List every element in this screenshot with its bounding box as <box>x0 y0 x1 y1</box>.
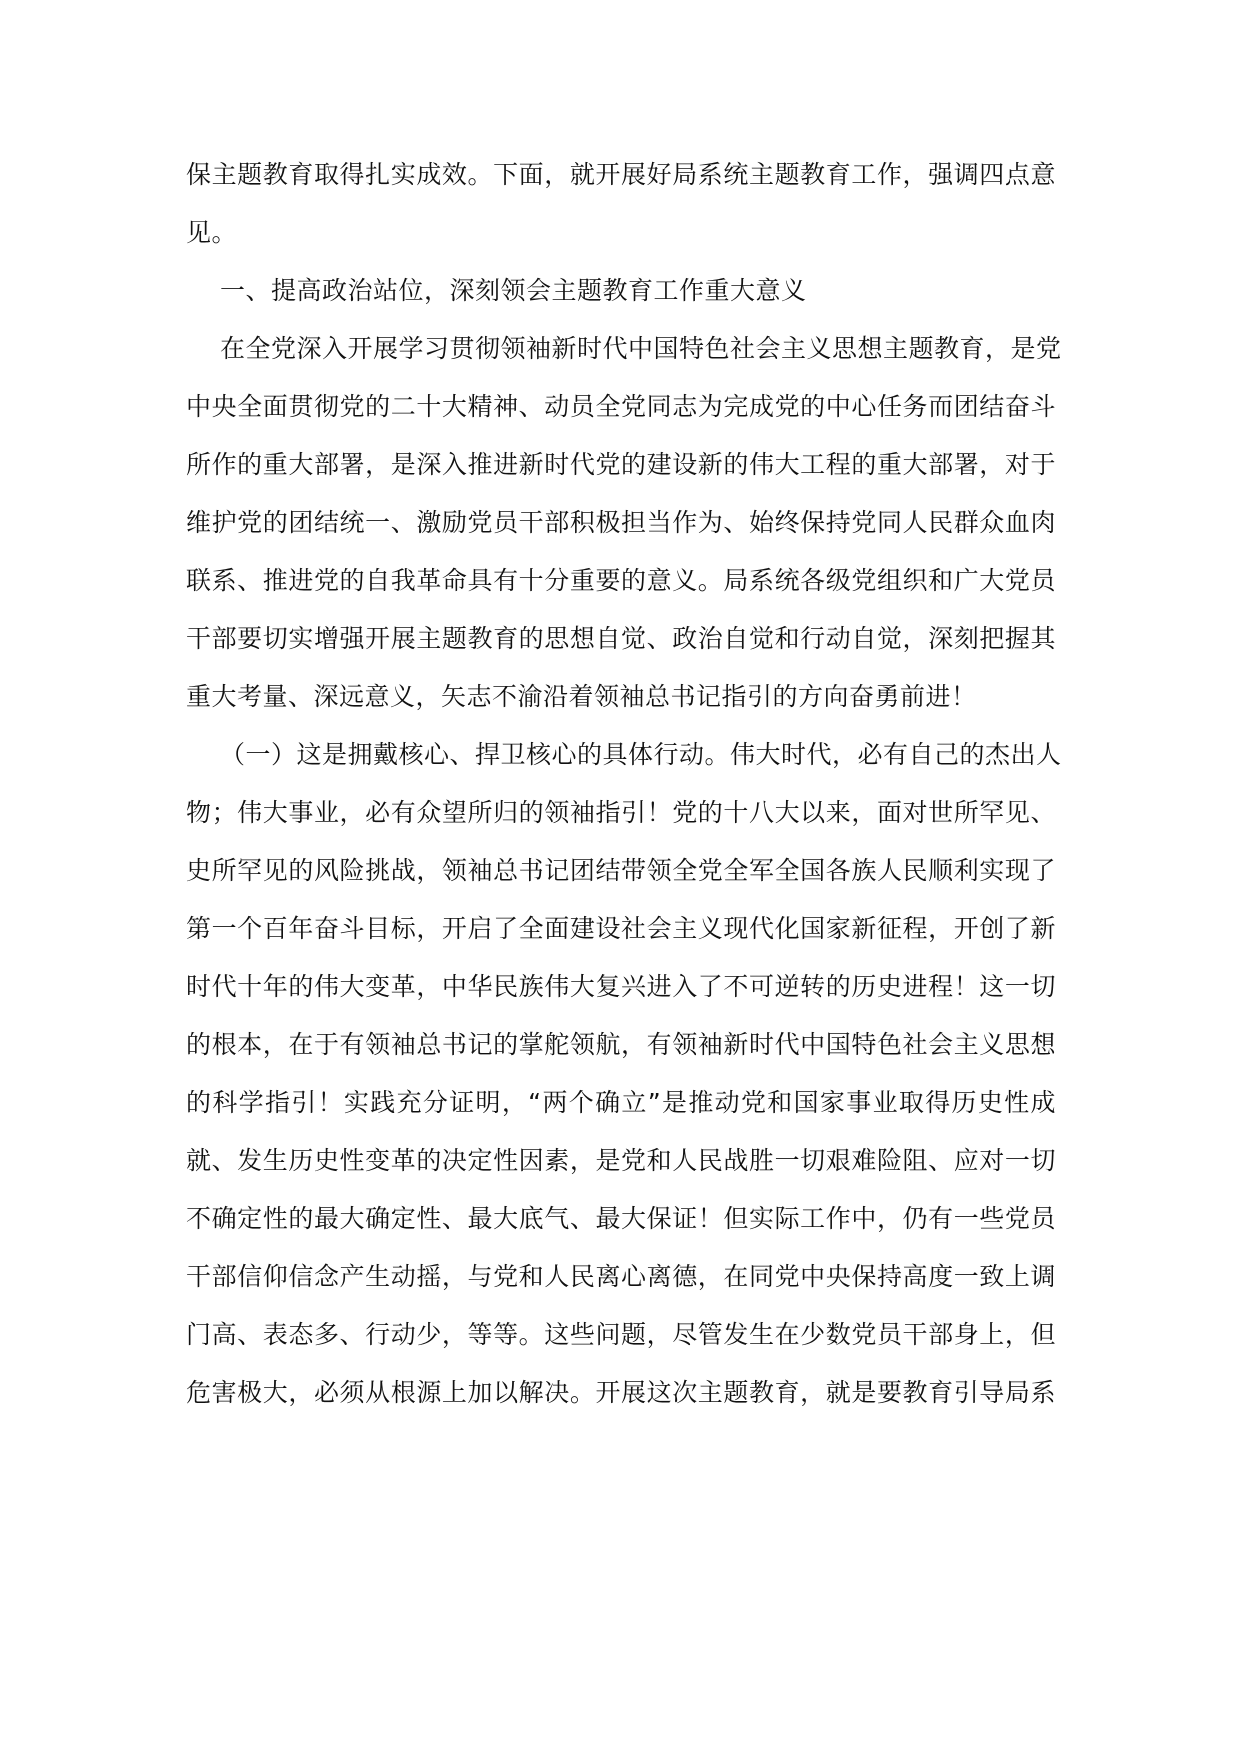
text-line: 干部信仰信念产生动摇，与党和人民离心离德，在同党中央保持高度一致上调 <box>186 1262 1056 1291</box>
text-line: 时代十年的伟大变革，中华民族伟大复兴进入了不可逆转的历史进程！这一切 <box>186 972 1056 1001</box>
text-line: 重大考量、深远意义，矢志不渝沿着领袖总书记指引的方向奋勇前进！ <box>186 682 977 711</box>
text-line: 的根本，在于有领袖总书记的掌舵领航，有领袖新时代中国特色社会主义思想 <box>186 1030 1056 1059</box>
text-line: 门高、表态多、行动少，等等。这些问题，尽管发生在少数党员干部身上，但 <box>186 1320 1056 1349</box>
text-line: 就、发生历史性变革的决定性因素，是党和人民战胜一切艰难险阻、应对一切 <box>186 1146 1056 1175</box>
text-line: （一）这是拥戴核心、捍卫核心的具体行动。伟大时代，必有自己的杰出人 <box>220 740 1062 769</box>
section-heading: 一、提高政治站位，深刻领会主题教育工作重大意义 <box>220 276 807 305</box>
text-line: 见。 <box>186 218 238 247</box>
text-line: 联系、推进党的自我革命具有十分重要的意义。局系统各级党组织和广大党员 <box>186 566 1056 595</box>
text-line: 危害极大，必须从根源上加以解决。开展这次主题教育，就是要教育引导局系 <box>186 1378 1056 1407</box>
text-line: 所作的重大部署，是深入推进新时代党的建设新的伟大工程的重大部署，对于 <box>186 450 1056 479</box>
text-line: 物；伟大事业，必有众望所归的领袖指引！党的十八大以来，面对世所罕见、 <box>186 798 1056 827</box>
text-line: 保主题教育取得扎实成效。下面，就开展好局系统主题教育工作，强调四点意 <box>186 160 1056 189</box>
text-line: 不确定性的最大确定性、最大底气、最大保证！但实际工作中，仍有一些党员 <box>186 1204 1056 1233</box>
text-line: 第一个百年奋斗目标，开启了全面建设社会主义现代化国家新征程，开创了新 <box>186 914 1056 943</box>
text-line: 中央全面贯彻党的二十大精神、动员全党同志为完成党的中心任务而团结奋斗 <box>186 392 1056 421</box>
text-line: 维护党的团结统一、激励党员干部积极担当作为、始终保持党同人民群众血肉 <box>186 508 1056 537</box>
text-line: 干部要切实增强开展主题教育的思想自觉、政治自觉和行动自觉，深刻把握其 <box>186 624 1056 653</box>
text-line: 的科学指引！实践充分证明，“两个确立”是推动党和国家事业取得历史性成 <box>186 1088 1056 1117</box>
text-line: 史所罕见的风险挑战，领袖总书记团结带领全党全军全国各族人民顺利实现了 <box>186 856 1056 885</box>
text-line: 在全党深入开展学习贯彻领袖新时代中国特色社会主义思想主题教育，是党 <box>220 334 1062 363</box>
